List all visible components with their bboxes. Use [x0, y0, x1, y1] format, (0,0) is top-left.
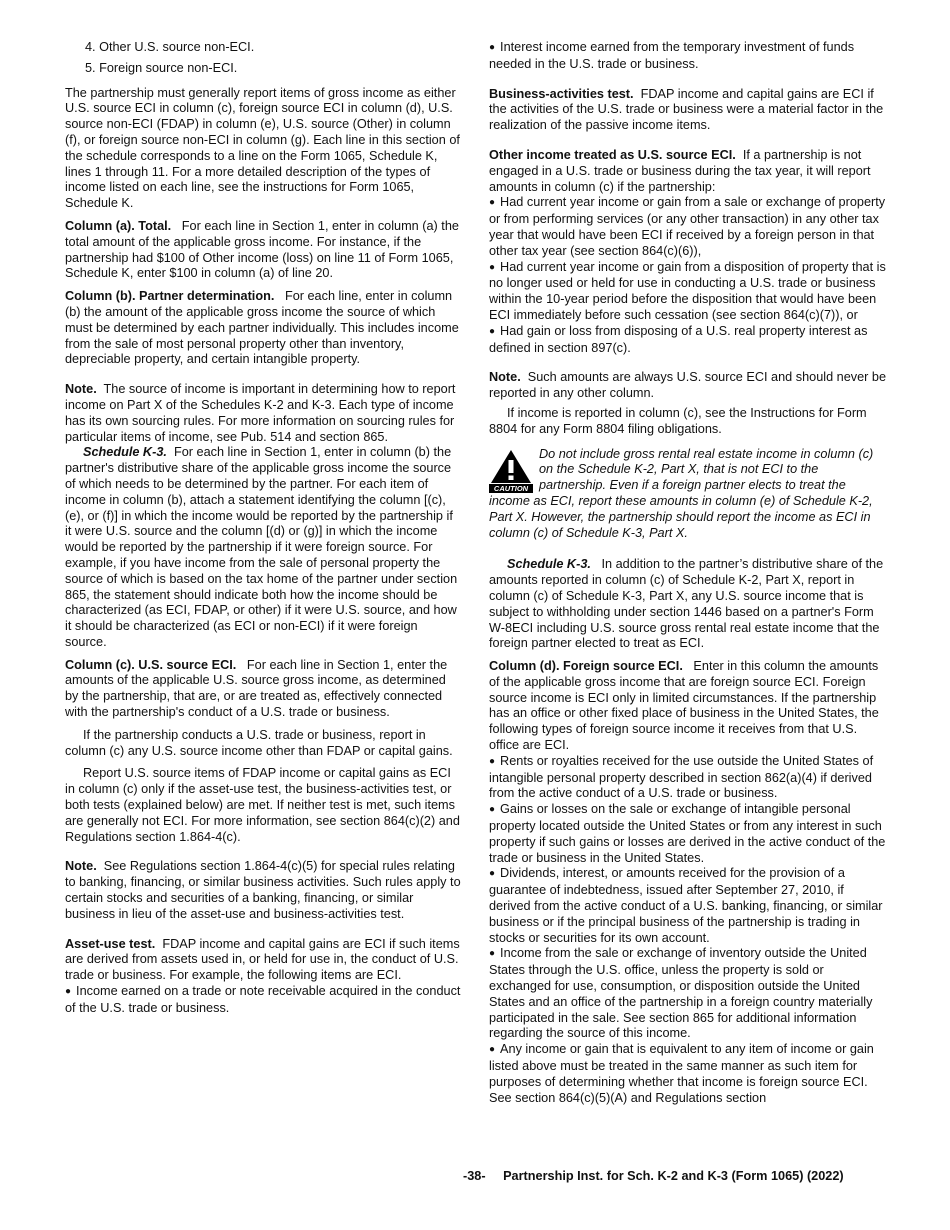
note-heading: Note.: [489, 370, 521, 385]
column-c-section: [65, 658, 462, 721]
bullet-item: ● Interest income earned from the temporary investment of funds needed in the U.S. trade or business.: [489, 40, 855, 71]
bullet-item: ● Dividends, interest, or amounts received for the provision of a guarantee of indebtedness, issued after September 27, 2010, if derived from the active conduct of a U.S. banking, financing, or similar business or if the principal business of the partnership is trading in stocks or securities for its own account.: [489, 866, 883, 945]
bullet-item: ● Gains or losses on the sale or exchange of intangible personal property located outside the United States or from any interest in such property if such gains or losses are derived in the active conduct of the trade or business in the United States.: [489, 802, 886, 865]
intro-paragraph: The partnership must generally report items of gross income as either U.S. source ECI in column (c), foreign source ECI in column (d), U.S. source non-ECI (FDAP) in column (e), U.S. source (Other) in column (f), or foreign source non-ECI in column (g). Each line in this section of the schedule corresponds to a line on the Form 1065, Schedule K, lines 1 through 11. For a more detailed description of the types of income listed on each line, see the instructions for Form 1065, Schedule K.: [65, 85, 460, 211]
footer-title: Partnership Inst. for Sch. K-2 and K-3 (Form 1065) (2022): [503, 1169, 844, 1183]
business-activities-test-section: [489, 87, 887, 134]
right-column: [489, 40, 887, 1113]
note-text: Such amounts are always U.S. source ECI and should never be reported in any other column.: [489, 370, 887, 401]
bullet-item: ● Rents or royalties received for the use outside the United States of intangible personal property described in section 862(a)(4) if derived from the active conduct of a U.S. trade or business.: [489, 753, 874, 801]
other-income-heading: Other income treated as U.S. source ECI.: [489, 147, 736, 162]
bullet-icon: ●: [489, 325, 496, 337]
left-column: [65, 40, 462, 1024]
caution-text: Do not include gross rental real estate income in column (c) on the Schedule K-2, Part X, that is not ECI to the partnership. Even if a foreign partner elects to treat the income as ECI, report these amounts in column (e) of Schedule K-2, Part X. However, the partnership should report the income as ECI in column (c) of Schedule K-3, Part X.: [489, 446, 874, 540]
page-number: -38-: [463, 1169, 486, 1183]
other-income-text: If a partnership is not engaged in a U.S. trade or business during the tax year, it will report amounts in column (c) if the partnership:: [489, 147, 871, 194]
column-d-heading: Column (d). Foreign source ECI.: [489, 659, 683, 674]
bullet-item: ● Any income or gain that is equivalent to any item of income or gain listed above must be treated in the same manner as such item for purposes of determining whether that income is foreign source ECI. See section 864(c)(5)(A) and Regulations section: [489, 1042, 874, 1105]
note-text: See Regulations section 1.864-4(c)(5) for special rules relating to banking, financing, or similar business activities. Such rules apply to certain stocks and securities of a banking, financing, or similar business in lieu of the asset-use and business-activities test.: [65, 859, 461, 921]
bullet-icon: ●: [65, 986, 72, 998]
bullet-item: ● Had gain or loss from disposing of a U.S. real property interest as defined in section 897(c).: [489, 323, 868, 355]
note-heading: Note.: [65, 382, 97, 397]
bullet-icon: ●: [489, 197, 496, 209]
column-c-paragraph-3: Report U.S. source items of FDAP income or capital gains as ECI in column (c) only if the asset-use test, the business-activities test, or both tests (explained below) are met. If neither test is met, such items are generally not ECI. For more information, see section 864(c)(2) and Regulations section 1.864-4(c).: [65, 766, 460, 844]
bullet-item: ● Income from the sale or exchange of inventory outside the United States through the U.S. office, unless the property is sold or exchanged for use, consumption, or disposition outside the United States and an office of the partnership in a foreign country materially participated in the sale. See section 865 for additional information regarding the source of this income.: [489, 946, 873, 1041]
bullet-icon: ●: [489, 755, 496, 767]
schedule-k3-heading: Schedule K-3.: [507, 557, 591, 572]
column-b-text: For each line, enter in column (b) the amount of the applicable gross income the source of which must be determined by each partner individually. This includes income from the sale of most personal property other than inventory, depreciable property, and certain intangible property.: [65, 289, 459, 367]
asset-use-test-section: [65, 937, 462, 984]
note-section: [489, 370, 887, 402]
column-a-text: For each line in Section 1, enter in column (a) the total amount of the applicable gross income. For instance, if the partnership had $100 of Other income (loss) on line 11 of Form 1065, Schedule K, enter $100 in column (a) of line 20.: [65, 218, 459, 281]
schedule-k3-heading: Schedule K-3.: [83, 445, 167, 460]
column-b-heading: Column (b). Partner determination.: [65, 289, 275, 304]
bullet-item: ● Had current year income or gain from a disposition of property that is no longer used or held for use in conducting a U.S. trade or business within the 10-year period before the disposition that would have been ECI immediately before such cessation (see section 864(c)(7)), or: [489, 259, 886, 322]
form-8804-paragraph: If income is reported in column (c), see the Instructions for Form 8804 for any Form 8804 filing obligations.: [489, 405, 867, 436]
list-item-5: 5. Foreign source non-ECI.: [85, 60, 238, 75]
caution-block: [489, 447, 887, 542]
business-activities-test-heading: Business-activities test.: [489, 86, 634, 101]
other-income-section: [489, 148, 887, 356]
column-c-text: For each line in Section 1, enter the amounts of the applicable U.S. source gross income, as determined by the partnership, that are, or are treated as, effectively connected with the partnership's conduct of a U.S. trade or business.: [65, 657, 448, 720]
bullet-icon: ●: [489, 804, 496, 816]
note-heading: Note.: [65, 859, 97, 874]
bullet-item: ● Had current year income or gain from a sale or exchange of property or from performing services (or any other transaction) in any other tax year that would have been ECI if received by a foreign person in that other tax year (see section 864(c)(6)),: [489, 195, 886, 258]
caution-icon: [489, 449, 533, 493]
page-footer: [463, 1169, 844, 1183]
schedule-k3-text: In addition to the partner’s distributive share of the amounts reported in column (c) of Schedule K-2, Part X, report in column (c) of Schedule K-3, Part X, any U.S. source income that is subject to withholding under section 1446 based on a partner's Form W-8ECI including U.S. source gross rental real estate income that the foreign partner elected to treat as ECI.: [489, 557, 884, 651]
column-c-heading: Column (c). U.S. source ECI.: [65, 657, 237, 672]
list-item-4: 4. Other U.S. source non-ECI.: [85, 40, 255, 54]
bullet-icon: ●: [489, 42, 496, 53]
note-banking: [65, 859, 462, 922]
column-d-section: [489, 659, 887, 1106]
bullet-item: ● Income earned on a trade or note receivable acquired in the conduct of the U.S. trade or business.: [65, 984, 461, 1015]
column-b-section: [65, 289, 462, 368]
bullet-icon: ●: [489, 1044, 496, 1056]
column-c-paragraph-2: If the partnership conducts a U.S. trade or business, report in column (c) any U.S. source income other than FDAP or capital gains.: [65, 727, 453, 758]
asset-use-test-text: FDAP income and capital gains are ECI if such items are derived from assets used in, or held for use in, the conduct of U.S. trade or business. For example, the following items are ECI.: [65, 936, 460, 983]
schedule-k3-section: [489, 557, 887, 652]
bullet-icon: ●: [489, 868, 496, 880]
schedule-k3-section: [65, 445, 462, 650]
caution-label: CAUTION: [493, 483, 529, 493]
column-a-heading: Column (a). Total.: [65, 218, 172, 233]
bullet-icon: ●: [489, 261, 496, 273]
note-sourcing: [65, 382, 462, 445]
column-d-text: Enter in this column the amounts of the applicable gross income that are foreign source ECI. Foreign source income is ECI only in limited circumstances. If the partnership has an office or other fixed place of business in the United States, the following types of foreign source income it receives from that U.S. office are ECI.: [489, 659, 879, 753]
asset-use-test-heading: Asset-use test.: [65, 936, 156, 951]
schedule-k3-text: For each line in Section 1, enter in column (b) the partner's distributive share of the applicable gross income the source of which needs to be determined by the partner. For each item of income in column (b), attach a statement identifying the column [(c), (e), or (f)] in which the income would be reported by the partnership if it were U.S. source and the column [(d) or (g)] in which the income would be reported by the partnership if it were foreign source. For example, if you have income from the sale of personal property the source of which is based on the tax home of the partner under section 865, the statement should indicate both how the income should be characterized (as ECI, FDAP, or other) if it were U.S. source, and how it should be characterized (as ECI or non-ECI) if it were foreign source.: [65, 445, 458, 649]
column-a-section: [65, 219, 462, 282]
business-activities-test-text: FDAP income and capital gains are ECI if the activities of the U.S. trade or business were a material factor in the realization of the passive income items.: [489, 86, 884, 133]
bullet-icon: ●: [489, 948, 496, 960]
note-text: The source of income is important in determining how to report income on Part X of the Schedules K-2 and K-3. Each type of income has its own sourcing rules. For more information on sourcing rules for particular items of income, see Pub. 514 and section 865.: [65, 382, 456, 444]
